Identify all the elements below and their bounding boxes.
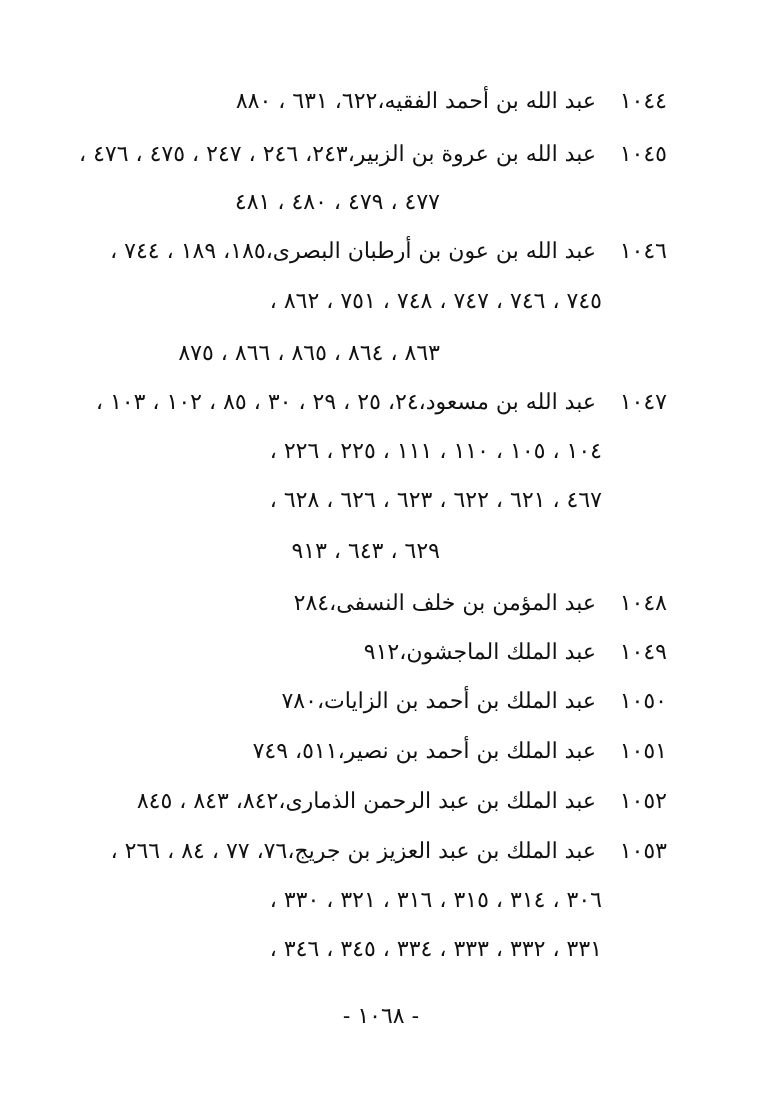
entry-text: عبد الملك بن أحمد بن نصير،٥١١، ٧٤٩ (252, 739, 596, 764)
entry-continuation: ٣٣١ ، ٣٣٢ ، ٣٣٣ ، ٣٣٤ ، ٣٤٥ ، ٣٤٦ ، (269, 937, 602, 962)
entry-text: عبد الملك بن عبد الرحمن الذمارى،٨٤٢، ٨٤٣ ، ٨٤٥ (136, 789, 596, 814)
entry-text: عبد الله بن مسعود،٢٤، ٢٥ ، ٢٩ ، ٣٠ ، ٨٥ ، ١٠٢ ، ١٠٣ ، (95, 390, 596, 415)
entry-number: ١٠٤٨ (619, 591, 667, 616)
entry-continuation: ٧٤٥ ، ٧٤٦ ، ٧٤٧ ، ٧٤٨ ، ٧٥١ ، ٨٦٢ ، (269, 289, 602, 314)
entry-continuation: ٤٦٧ ، ٦٢١ ، ٦٢٢ ، ٦٢٣ ، ٦٢٦ ، ٦٢٨ ، (269, 488, 602, 513)
entry-text: عبد المؤمن بن خلف النسفى،٢٨٤ (293, 591, 596, 616)
entry-number: ١٠٤٧ (619, 390, 667, 415)
entry-continuation: ٦٢٩ ، ٦٤٣ ، ٩١٣ (291, 539, 440, 564)
entry-continuation: ٣٠٦ ، ٣١٤ ، ٣١٥ ، ٣١٦ ، ٣٢١ ، ٣٣٠ ، (269, 888, 602, 913)
entry-continuation: ٨٦٣ ، ٨٦٤ ، ٨٦٥ ، ٨٦٦ ، ٨٧٥ (178, 341, 440, 366)
entry-number: ١٠٥٢ (619, 789, 667, 814)
page-number: - ١٠٦٨ - (342, 1004, 420, 1029)
entry-row (294, 589, 667, 619)
entry-row (253, 737, 667, 767)
entry-row (236, 87, 667, 117)
entry-row (137, 787, 667, 817)
entry-text: عبد الملك بن أحمد بن الزايات،٧٨٠ (281, 689, 596, 714)
entry-row (111, 837, 667, 867)
entry-continuation: ١٠٤ ، ١٠٥ ، ١١٠ ، ١١١ ، ٢٢٥ ، ٢٢٦ ، (269, 439, 602, 464)
entry-number: ١٠٤٥ (619, 142, 667, 167)
entry-row (281, 687, 667, 717)
entry-number: ١٠٤٦ (619, 239, 667, 264)
entry-number: ١٠٥٣ (619, 839, 667, 864)
entry-row (79, 140, 667, 170)
entry-number: ١٠٤٤ (619, 89, 667, 114)
entry-continuation: ٤٧٧ ، ٤٧٩ ، ٤٨٠ ، ٤٨١ (234, 190, 440, 215)
entry-number: ١٠٥١ (619, 739, 667, 764)
entry-row (364, 638, 667, 668)
entry-text: عبد الله بن عروة بن الزبير،٢٤٣، ٢٤٦ ، ٢٤٧ ، ٤٧٥ ، ٤٧٦ ، (78, 142, 596, 167)
entry-text: عبد الملك بن عبد العزيز بن جريج،٧٦، ٧٧ ، ٨٤ ، ٢٦٦ ، (110, 839, 596, 864)
entry-row (96, 388, 667, 418)
entry-row (110, 237, 667, 267)
entry-text: عبد الملك الماجشون،٩١٢ (363, 640, 596, 665)
entry-text: عبد الله بن عون بن أرطبان البصرى،١٨٥، ١٨٩ ، ٧٤٤ ، (110, 239, 596, 264)
entry-text: عبد الله بن أحمد الفقيه،٦٢٢، ٦٣١ ، ٨٨٠ (235, 89, 596, 114)
entry-number: ١٠٤٩ (619, 640, 667, 665)
entry-number: ١٠٥٠ (619, 689, 667, 714)
